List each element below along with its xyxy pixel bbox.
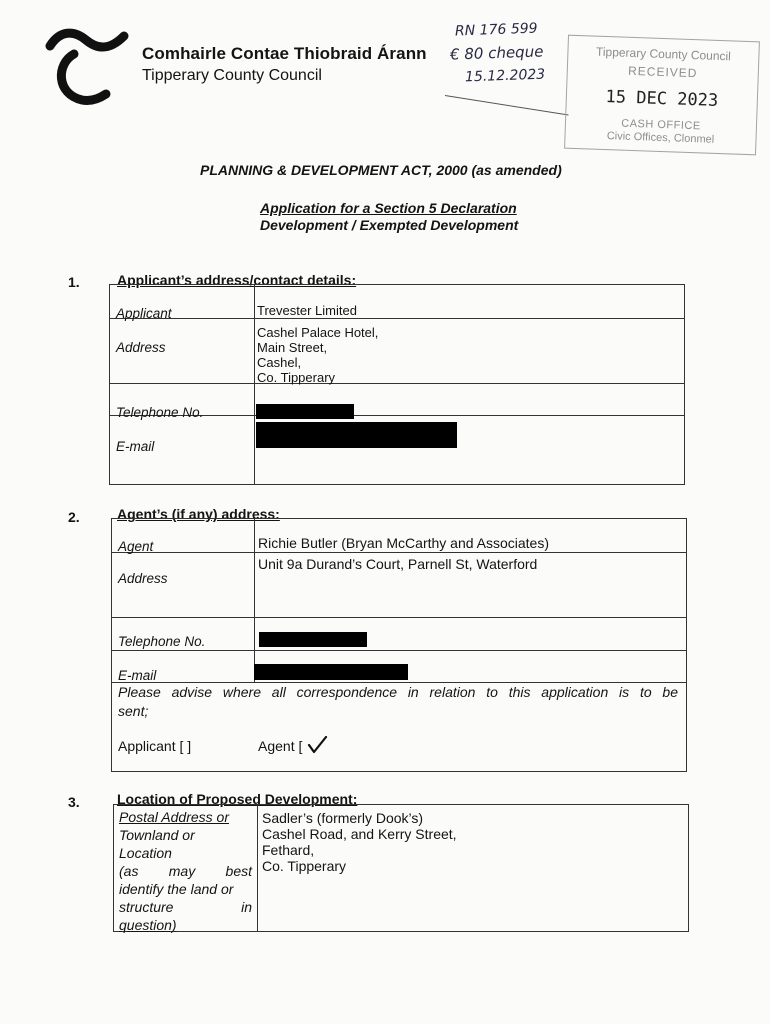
agent-option-label: Agent [ [258, 738, 303, 754]
section-2-number: 2. [68, 509, 80, 525]
location-label-text: Townland or [119, 827, 195, 843]
correspondence-applicant-option[interactable]: Applicant [ ] [118, 738, 192, 754]
section-1-title: Applicant’s address/contact details: [117, 272, 357, 288]
received-stamp [564, 35, 760, 156]
location-label-text: (as may best [119, 863, 252, 879]
agent-label: Agent [118, 539, 154, 554]
stamp-council: Tipperary County Council [595, 44, 732, 64]
section-3-number: 3. [68, 794, 80, 810]
agent-address-label: Address [118, 571, 168, 586]
table-divider [109, 318, 684, 319]
org-name-english: Tipperary County Council [142, 67, 322, 84]
applicant-value: Trevester Limited [257, 303, 357, 318]
section-3-title: Location of Proposed Development: [117, 791, 358, 807]
application-title: Application for a Section 5 Declaration [260, 200, 517, 216]
location-label-text: identify the land or [119, 881, 234, 897]
location-value: Sadler’s (formerly Dook’s) Cashel Road, and Kerry Street, Fethard, Co. Tipperary [262, 810, 457, 874]
table-divider [111, 552, 686, 553]
location-label-text: Location [119, 845, 172, 861]
section-2-title: Agent’s (if any) address: [117, 506, 280, 522]
location-label-line [119, 898, 252, 916]
table-divider [254, 284, 255, 484]
org-name-irish: Comhairle Contae Thiobraid Árann [142, 44, 427, 63]
location-label [119, 808, 252, 934]
handwritten-date: 15.12.2023 [464, 66, 546, 86]
act-title: PLANNING & DEVELOPMENT ACT, 2000 (as amended) [200, 162, 562, 178]
location-label-text: Postal Address or [119, 809, 229, 825]
redacted-email [256, 422, 457, 448]
location-label-line [119, 808, 252, 826]
location-label-line [119, 826, 252, 844]
section-1-number: 1. [68, 274, 80, 290]
application-subtitle: Development / Exempted Development [260, 217, 519, 233]
location-label-line [119, 880, 252, 898]
checkmark-icon [306, 736, 328, 754]
agent-address-value: Unit 9a Durand’s Court, Parnell St, Waterford [258, 556, 538, 572]
redacted-agent-telephone [259, 632, 367, 647]
stamp-location: Civic Offices, Clonmel [606, 130, 715, 146]
stamp-received: RECEIVED [627, 63, 698, 81]
telephone-label: Telephone No. [116, 405, 204, 420]
address-label: Address [116, 340, 166, 355]
redacted-telephone [256, 404, 354, 419]
redacted-agent-email [254, 664, 408, 680]
table-divider [109, 383, 684, 384]
handwritten-stroke [445, 95, 569, 116]
applicant-label: Applicant [116, 306, 172, 321]
correspondence-note-end: sent; [118, 703, 149, 719]
agent-value: Richie Butler (Bryan McCarthy and Associates) [258, 535, 549, 551]
stamp-cash-office: CASH OFFICE [621, 117, 701, 133]
table-divider [254, 518, 255, 682]
correspondence-agent-option[interactable] [258, 736, 328, 754]
organisation-name [142, 44, 427, 85]
location-label-text: structure in [119, 899, 252, 915]
table-divider [111, 617, 686, 618]
location-label-line [119, 916, 252, 934]
handwritten-payment: € 80 cheque [449, 42, 544, 64]
correspondence-note: Please advise where all correspondence in relation to this application is to be [118, 684, 678, 700]
address-value: Cashel Palace Hotel, Main Street, Cashel, Co. Tipperary [257, 325, 379, 385]
table-divider [111, 650, 686, 651]
location-label-line [119, 844, 252, 862]
stamp-date: 15 DEC 2023 [605, 87, 719, 111]
council-logo-icon [44, 24, 132, 108]
email-label: E-mail [116, 439, 155, 454]
handwritten-reference: RN 176 599 [454, 20, 538, 40]
table-divider [257, 804, 258, 931]
applicant-details-table [109, 284, 685, 485]
agent-email-label: E-mail [118, 668, 157, 683]
agent-telephone-label: Telephone No. [118, 634, 206, 649]
location-label-line [119, 862, 252, 880]
location-label-text: question) [119, 917, 177, 933]
